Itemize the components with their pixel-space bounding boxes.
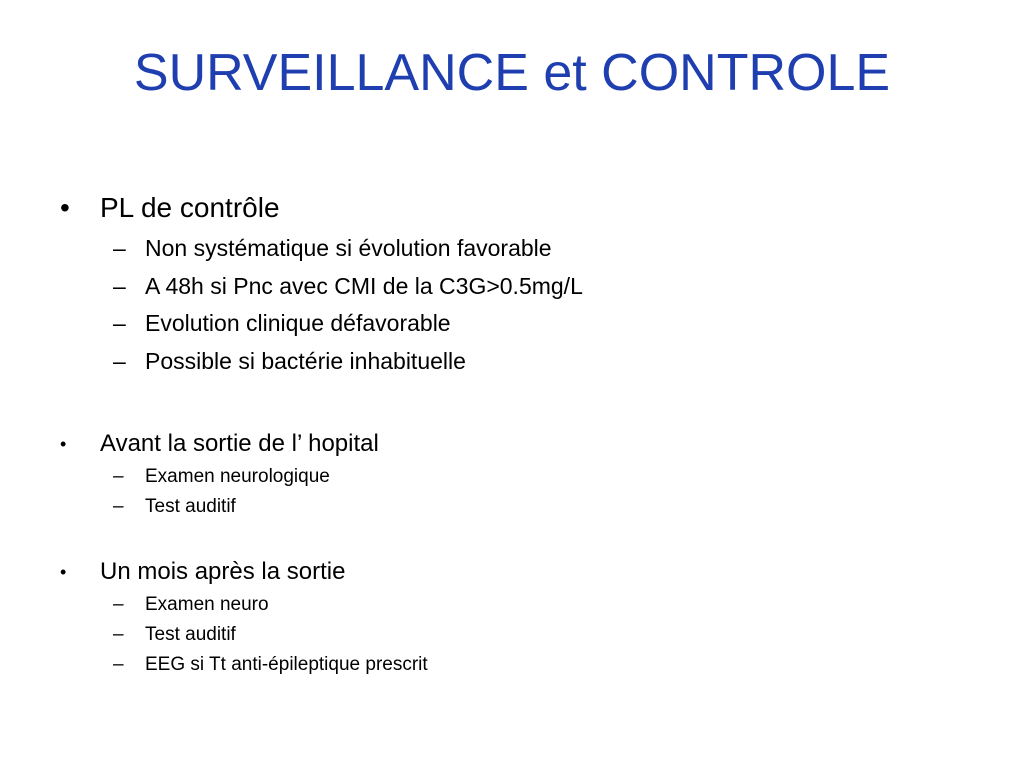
dash-icon: – — [113, 496, 124, 517]
sub-bullet-text: Evolution clinique défavorable — [145, 310, 451, 336]
bullet-item — [0, 191, 1024, 225]
dash-icon: – — [113, 466, 124, 487]
dash-icon: – — [113, 235, 126, 261]
sub-bullet-text: Test auditif — [145, 624, 236, 645]
sub-bullet-text: Non systématique si évolution favorable — [145, 235, 552, 261]
bullet-heading: PL de contrôle — [100, 192, 280, 223]
bullet-heading: Un mois après la sortie — [100, 558, 346, 585]
sub-bullet-text: Examen neurologique — [145, 466, 330, 487]
dash-icon: – — [113, 654, 124, 675]
sub-bullet-item — [0, 308, 1024, 338]
bullet-heading: Avant la sortie de l’ hopital — [100, 430, 379, 457]
sub-bullet-item — [0, 233, 1024, 263]
bullet-icon: • — [60, 434, 67, 454]
sub-bullet-item — [0, 464, 1024, 490]
dash-icon: – — [113, 348, 126, 374]
sub-bullet-item — [0, 494, 1024, 520]
sub-bullet-item — [0, 622, 1024, 648]
dash-icon: – — [113, 273, 126, 299]
bullet-icon: • — [60, 562, 67, 582]
sub-bullet-text: Possible si bactérie inhabituelle — [145, 348, 466, 374]
slide-title: SURVEILLANCE et CONTROLE — [133, 44, 891, 102]
dash-icon: – — [113, 310, 126, 336]
sub-bullet-item — [0, 271, 1024, 301]
bullet-icon: • — [60, 192, 70, 223]
bullet-item — [0, 429, 1024, 459]
dash-icon: – — [113, 624, 124, 645]
sub-bullet-text: EEG si Tt anti-épileptique prescrit — [145, 654, 428, 675]
sub-bullet-item — [0, 652, 1024, 678]
bullet-item — [0, 557, 1024, 587]
sub-bullet-text: A 48h si Pnc avec CMI de la C3G>0.5mg/L — [145, 273, 583, 299]
sub-bullet-item — [0, 592, 1024, 618]
dash-icon: – — [113, 594, 124, 615]
sub-bullet-text: Test auditif — [145, 496, 236, 517]
sub-bullet-item — [0, 346, 1024, 376]
sub-bullet-text: Examen neuro — [145, 594, 269, 615]
